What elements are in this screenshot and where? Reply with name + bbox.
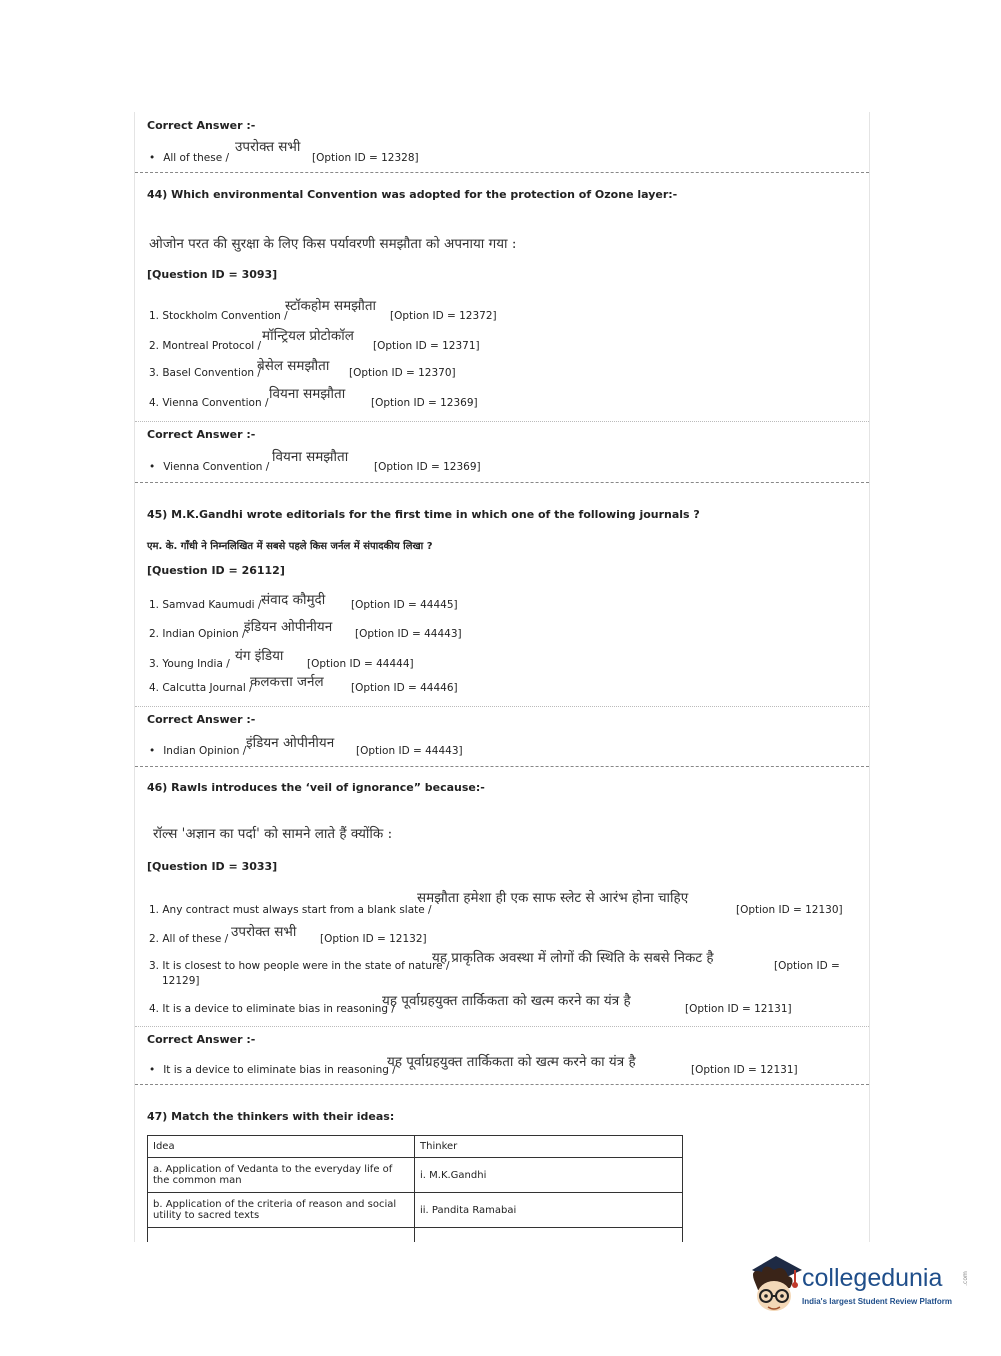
table-cell-thinker: ii. Pandita Ramabai	[415, 1193, 683, 1228]
match-table	[147, 1135, 683, 1242]
table-row	[148, 1228, 683, 1243]
q46-option-3-hi: यह प्राकृतिक अवस्था में लोगों की स्थिति के सबसे निकट है	[432, 950, 714, 966]
prev-answer-en: • All of these /	[149, 152, 229, 164]
q46-option-3-id-cont: 12129]	[162, 975, 200, 987]
q45-correct-label: Correct Answer :-	[147, 713, 256, 726]
q44-answer-hi: वियना समझौता	[272, 449, 349, 465]
q46-title: 46) Rawls introduces the ‘veil of ignorance” because:-	[147, 781, 485, 794]
q45-title: 45) M.K.Gandhi wrote editorials for the first time in which one of the following journals ?	[147, 508, 700, 521]
q45-answer-hi: इंडियन ओपीनीयन	[246, 735, 335, 751]
q44-answer-en: • Vienna Convention /	[149, 461, 269, 473]
q45-option-2-hi: इंडियन ओपीनीयन	[244, 619, 333, 635]
q44-option-3-id: [Option ID = 12370]	[349, 367, 456, 379]
divider	[135, 482, 869, 483]
q45-option-4-hi: कलकत्ता जर्नल	[250, 674, 324, 690]
table-header-row	[148, 1136, 683, 1158]
q44-option-1-en: 1. Stockholm Convention /	[149, 310, 288, 322]
q45-option-3-en: 3. Young India /	[149, 658, 230, 670]
q44-title: 44) Which environmental Convention was adopted for the protection of Ozone layer:-	[147, 188, 678, 201]
q45-hindi: एम. के. गाँधी ने निम्नलिखित में सबसे पहले किस जर्नल में संपादकीय लिखा ?	[147, 541, 433, 552]
divider	[135, 1084, 869, 1085]
q44-option-2-hi: मॉन्ट्रियल प्रोटोकॉल	[262, 328, 354, 344]
q46-option-4-id: [Option ID = 12131]	[685, 1003, 792, 1015]
prev-answer-hi: उपरोक्त सभी	[235, 139, 301, 155]
table-row	[148, 1193, 683, 1228]
q46-option-1-id: [Option ID = 12130]	[736, 904, 843, 916]
q44-option-4-en: 4. Vienna Convention /	[149, 397, 269, 409]
logo-brand: collegedunia	[802, 1264, 943, 1292]
divider	[135, 172, 869, 173]
q44-option-4-hi: वियना समझौता	[269, 386, 346, 402]
q44-correct-label: Correct Answer :-	[147, 428, 256, 441]
table-cell-idea: a. Application of Vedanta to the everyday life of the common man	[148, 1158, 415, 1193]
q47-title: 47) Match the thinkers with their ideas:	[147, 1110, 395, 1123]
q44-option-1-hi: स्टॉकहोम समझौता	[285, 298, 377, 314]
q46-option-4-en: 4. It is a device to eliminate bias in reasoning /	[149, 1003, 395, 1015]
q44-option-4-id: [Option ID = 12369]	[371, 397, 478, 409]
q46-option-1-en: 1. Any contract must always start from a blank slate /	[149, 904, 432, 916]
q45-option-4-en: 4. Calcutta Journal /	[149, 682, 253, 694]
q45-option-3-hi: यंग इंडिया	[235, 648, 284, 664]
q44-option-3-en: 3. Basel Convention /	[149, 367, 261, 379]
q46-option-2-hi: उपरोक्त सभी	[231, 924, 297, 940]
table-header-idea: Idea	[148, 1136, 415, 1158]
q46-hindi: रॉल्स 'अज्ञान का पर्दा' को सामने लाते हैं क्योंकि :	[153, 826, 393, 842]
q44-option-2-en: 2. Montreal Protocol /	[149, 340, 262, 352]
mascot-icon	[744, 1250, 804, 1316]
q44-option-2-id: [Option ID = 12371]	[373, 340, 480, 352]
logo-tagline: India's largest Student Review Platform	[802, 1297, 952, 1306]
q45-option-3-id: [Option ID = 44444]	[307, 658, 414, 670]
logo-suffix: .com	[961, 1271, 969, 1286]
q45-option-1-hi: संवाद कौमुदी	[261, 592, 326, 608]
q44-option-1-id: [Option ID = 12372]	[390, 310, 497, 322]
q46-option-3-id: [Option ID =	[774, 960, 840, 972]
q44-hindi: ओजोन परत की सुरक्षा के लिए किस पर्यावरणी समझौता को अपनाया गया :	[149, 236, 517, 252]
q45-question-id: [Question ID = 26112]	[147, 564, 285, 577]
q45-option-2-en: 2. Indian Opinion /	[149, 628, 246, 640]
q46-answer-hi: यह पूर्वाग्रहयुक्त तार्किकता को खत्म करने का यंत्र है	[387, 1054, 636, 1070]
divider	[135, 706, 869, 707]
prev-correct-label: Correct Answer :-	[147, 119, 256, 132]
q46-correct-label: Correct Answer :-	[147, 1033, 256, 1046]
q46-question-id: [Question ID = 3033]	[147, 860, 278, 873]
q46-option-2-en: 2. All of these /	[149, 933, 229, 945]
q46-option-3-en: 3. It is closest to how people were in the state of nature /	[149, 960, 450, 972]
q45-option-1-en: 1. Samvad Kaumudi /	[149, 599, 262, 611]
q46-option-2-id: [Option ID = 12132]	[320, 933, 427, 945]
q45-answer-id: [Option ID = 44443]	[356, 745, 463, 757]
q45-option-2-id: [Option ID = 44443]	[355, 628, 462, 640]
divider	[135, 421, 869, 422]
divider	[135, 766, 869, 767]
q44-answer-id: [Option ID = 12369]	[374, 461, 481, 473]
q44-question-id: [Question ID = 3093]	[147, 268, 278, 281]
table-cell-thinker	[415, 1228, 683, 1243]
table-cell-idea	[148, 1228, 415, 1243]
question-paper-page	[134, 112, 870, 1242]
q44-option-3-hi: बेसेल समझौता	[257, 358, 330, 374]
q46-option-1-hi: समझौता हमेशा ही एक साफ स्लेट से आरंभ होना चाहिए	[417, 890, 689, 906]
prev-answer-id: [Option ID = 12328]	[312, 152, 419, 164]
collegedunia-logo	[744, 1250, 970, 1320]
q45-option-4-id: [Option ID = 44446]	[351, 682, 458, 694]
table-header-thinker: Thinker	[415, 1136, 683, 1158]
q45-answer-en: • Indian Opinion /	[149, 745, 246, 757]
table-cell-idea: b. Application of the criteria of reason and social utility to sacred texts	[148, 1193, 415, 1228]
divider	[135, 1026, 869, 1027]
q46-answer-id: [Option ID = 12131]	[691, 1064, 798, 1076]
q46-option-4-hi: यह पूर्वाग्रहयुक्त तार्किकता को खत्म करने का यंत्र है	[382, 993, 631, 1009]
q45-option-1-id: [Option ID = 44445]	[351, 599, 458, 611]
table-cell-thinker: i. M.K.Gandhi	[415, 1158, 683, 1193]
q46-answer-en: • It is a device to eliminate bias in reasoning /	[149, 1064, 396, 1076]
table-row	[148, 1158, 683, 1193]
